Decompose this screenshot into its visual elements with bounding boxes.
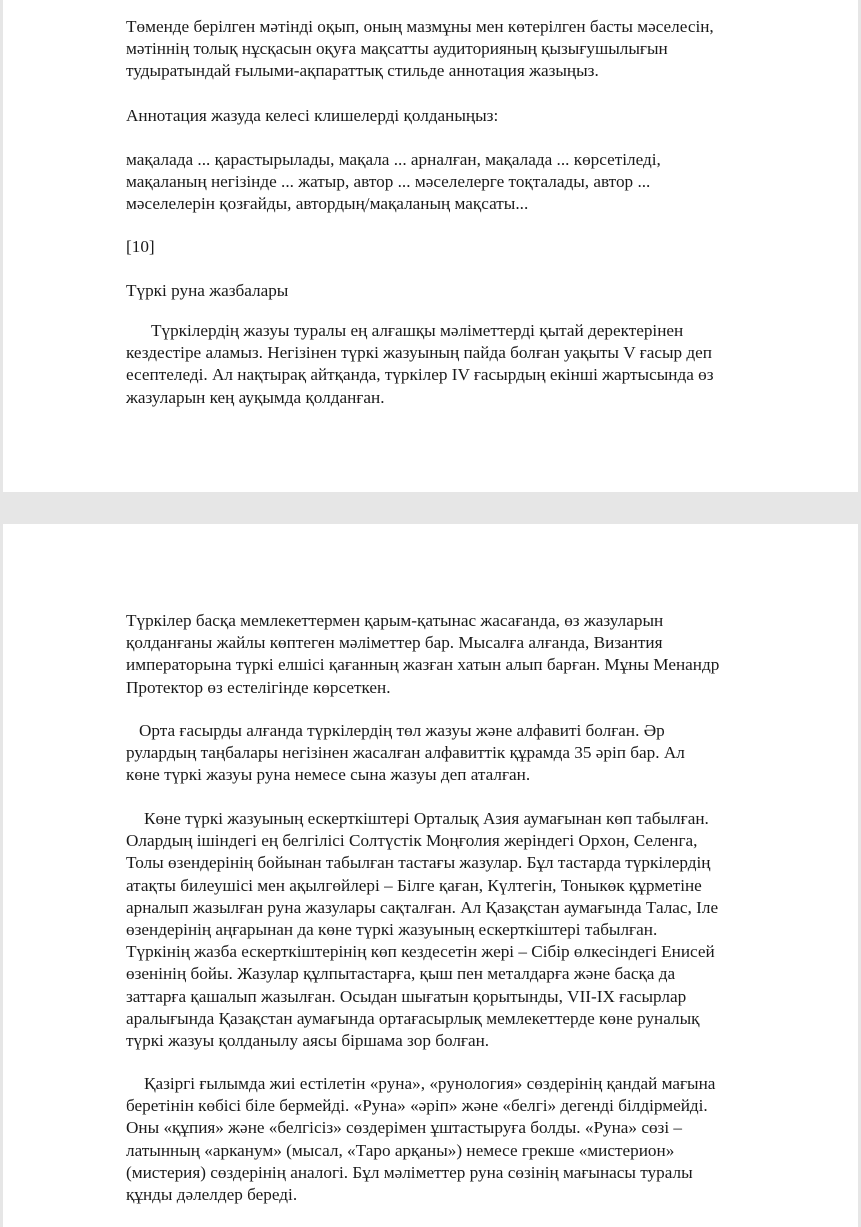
text-line: латынның «арканум» (мысал, «Таро арқаны») немесе грекше «мистерион» [126,1140,675,1160]
text-line: кездестіре аламыз. Негізінен түркі жазуының пайда болған уақыты V ғасыр деп [126,343,712,363]
text-line: Орта ғасырды алғанда түркілердің төл жазуы және алфавиті болған. Әр [139,721,665,740]
text-line: қолданғаны жайлы көптеген мәліметтер бар. Мысалға алғанда, Византия [126,633,663,653]
text-line: заттарға қашалып жазылған. Осыдан шығатын қорытынды, VII-IX ғасырлар [126,986,687,1006]
text-line: Олардың ішіндегі ең белгілісі Солтүстік Моңғолия жеріндегі Орхон, Селенга, [126,831,698,851]
article-paragraph-1 [126,320,816,409]
text-line: рулардың таңбалары негізінен жасалған алфавиттік құрамда 35 әріп бар. Ал [126,743,685,763]
article-paragraph-4 [126,808,816,1052]
text-line: көне түркі жазуы руна немесе сына жазуы деп аталған. [126,765,531,785]
article-paragraph-3 [126,720,816,787]
document-page-2 [3,524,858,1227]
text-line: Төменде берілген мәтінді оқып, оның мазмұны мен көтерілген басты мәселесін, [126,17,714,36]
text-line: түркі жазуы қолданылу аясы біршама зор болған. [126,1031,490,1051]
article-title [126,280,816,302]
text-line: Түркінің жазба ескерткіштерінің көп кездесетін жері – Сібір өлкесіндегі Енисей [126,942,715,962]
document-page-1 [3,0,858,492]
text-line: есептеледі. Ал нақтырақ айтқанда, түркілер IV ғасырдың екінші жартысында өз [126,365,714,385]
article-paragraph-2 [126,610,816,699]
text-line: императорына түркі елшісі қағанның жазған хатын алып барған. Мұны Менандр [126,655,720,675]
text-line: құнды дәлелдер береді. [126,1185,298,1205]
text-line: мәтіннің толық нұсқасын оқуға мақсатты аудиторияның қызығушылығын [126,39,668,59]
text-line: Оны «құпия» және «белгісіз» сөздерімен ұштастыруға болды. «Руна» сөзі – [126,1118,682,1138]
text-line: атақты билеушісі мен ақылгөйлері – Білге қаған, Күлтегін, Тоныкөк құрметіне [126,875,702,895]
text-line: жазуларын кең ауқымда қолданған. [126,387,385,407]
text-line: мақаланың негізінде ... жатыр, автор ... мәселелерге тоқталады, автор ... [126,172,651,192]
cliche-list [126,149,816,216]
instruction-paragraph [126,105,816,127]
text-line: беретінін көбісі біле бермейді. «Руна» «әріп» және «белгі» дегенді білдірмейді. [126,1096,708,1116]
text-line: (мистерия) сөздерінің аналогі. Бұл мәліметтер руна сөзінің мағынасы туралы [126,1162,693,1182]
text-line: тудыратындай ғылыми-ақпараттық стильде аннотация жазыңыз. [126,61,599,81]
text-line: Түркілердің жазуы туралы ең алғашқы мәліметтерді қытай деректерінен [151,321,684,340]
text-line: өзендерінің аңғарынан да көне түркі жазуының ескерткіштері табылған. [126,920,658,940]
text-line: Қазіргі ғылымда жиі естілетін «руна», «рунология» сөздерінің қандай мағына [144,1074,716,1093]
text-line: Аннотация жазуда келесі клишелерді қолданыңыз: [126,106,499,125]
text-line: мақалада ... қарастырылады, мақала ... арналған, мақалада ... көрсетіледі, [126,150,661,169]
text-line: Көне түркі жазуының ескерткіштері Орталық Азия аумағынан көп табылған. [144,809,709,828]
text-line: аралығында Қазақстан аумағында ортағасырлық мемлекеттерде көне руналық [126,1008,700,1028]
task-number [126,236,816,258]
text-line: [10] [126,237,155,256]
article-paragraph-5 [126,1073,816,1206]
text-line: өзенінің бойы. Жазулар құлпытастарға, қыш пен металдарға және басқа да [126,964,676,984]
text-line: Толы өзендерінің бойынан табылған тастағы жазулар. Бұл тастарда түркілердің [126,853,711,873]
text-line: мәселелерін қозғайды, автордың/мақаланың мақсаты... [126,194,529,214]
task-paragraph [126,16,816,83]
text-line: арналып жазылған руна жазулары сақталған. Ал Қазақстан аумағында Талас, Іле [126,897,719,917]
text-line: Протектор өз естелігінде көрсеткен. [126,677,391,697]
text-line: Түркілер басқа мемлекеттермен қарым-қатынас жасағанда, өз жазуларын [126,611,664,630]
text-line: Түркі руна жазбалары [126,281,289,300]
